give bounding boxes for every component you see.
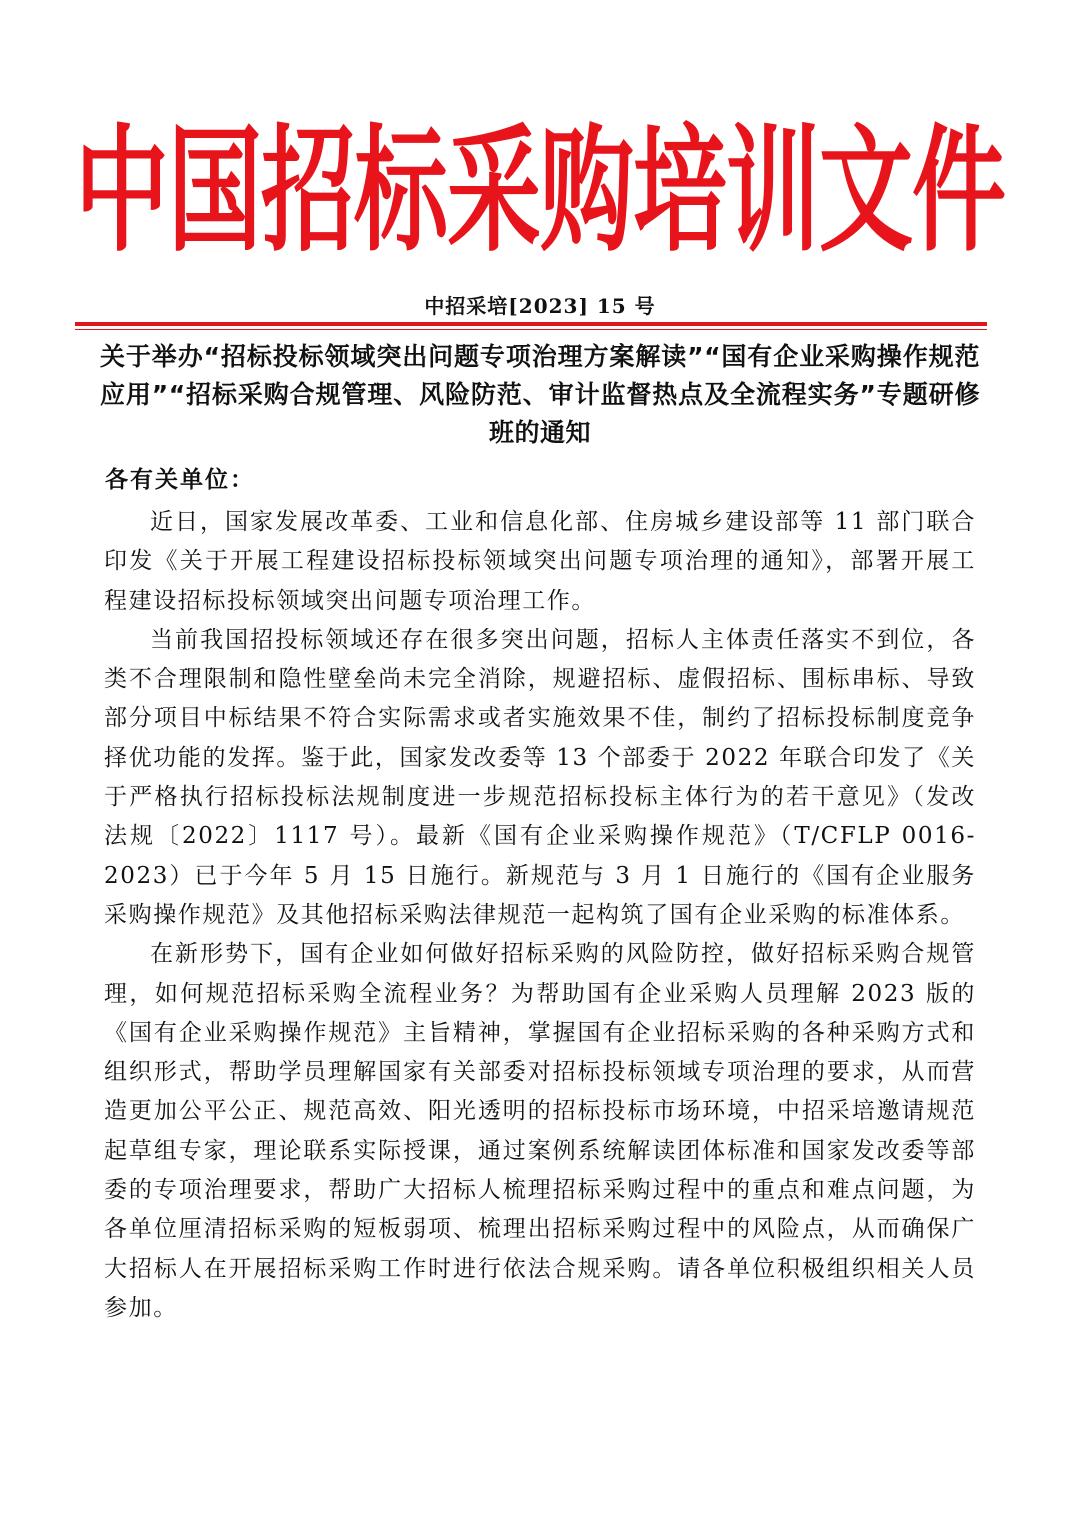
masthead-title: [60, 108, 1020, 278]
notice-title: 关于举办“招标投标领域突出问题专项治理方案解读”“国有企业采购操作规范应用”“招标采购合规管理、风险防范、审计监督热点及全流程实务”专题研修班的通知: [100, 342, 980, 447]
red-divider-thin: [75, 329, 987, 330]
red-divider-thick: [75, 322, 987, 326]
paragraph: 在新形势下，国有企业如何做好招标采购的风险防控，做好招标采购合规管理，如何规范招标采购全流程业务？为帮助国有企业采购人员理解 2023 版的《国有企业采购操作规范》主旨精神，掌握国有企业招标采购的各种采购方式和组织形式，帮助学员理解国家有关部委对招标投标领域专项治理的要求，从而营造更加公平公正、规范高效、阳光透明的招标投标市场环境，中招采培邀请规范起草组专家，理论联系实际授课，通过案例系统解读团体标准和国家发改委等部委的专项治理要求，帮助广大招标人梳理招标采购过程中的重点和难点问题，为各单位厘清招标采购的短板弱项、梳理出招标采购过程中的风险点，从而确保广大招标人在开展招标采购工作时进行依法合规采购。请各单位积极组织相关人员参加。: [104, 941, 976, 1321]
document-number: 中招采培[2023] 15 号: [424, 294, 656, 318]
paragraph: 当前我国招投标领域还存在很多突出问题，招标人主体责任落实不到位，各类不合理限制和隐性壁垒尚未完全消除，规避招标、虚假招标、围标串标、导致部分项目中标结果不符合实际需求或者实施效果不佳，制约了招标投标制度竞争择优功能的发挥。鉴于此，国家发改委等 13 个部委于 2022 年联合印发了《关于严格执行招标投标法规制度进一步规范招标投标主体行为的若干意见》（发改法规〔2022〕1117 号）。最新《国有企业采购操作规范》（T/CFLP 0016-2023）已于今年 5 月 15 日施行。新规范与 3 月 1 日施行的《国有企业服务采购操作规范》及其他招标采购法律规范一起构筑了国有企业采购的标准体系。: [104, 626, 976, 928]
body-text: [104, 503, 976, 1328]
paragraph: 近日，国家发展改革委、工业和信息化部、住房城乡建设部等 11 部门联合印发《关于开展工程建设招标投标领域突出问题专项治理的通知》，部署开展工程建设招标投标领域突出问题专项治理工作。: [104, 509, 976, 614]
masthead-text: 中国招标采购培训文件: [74, 113, 1005, 272]
salutation: 各有关单位：: [105, 467, 255, 493]
